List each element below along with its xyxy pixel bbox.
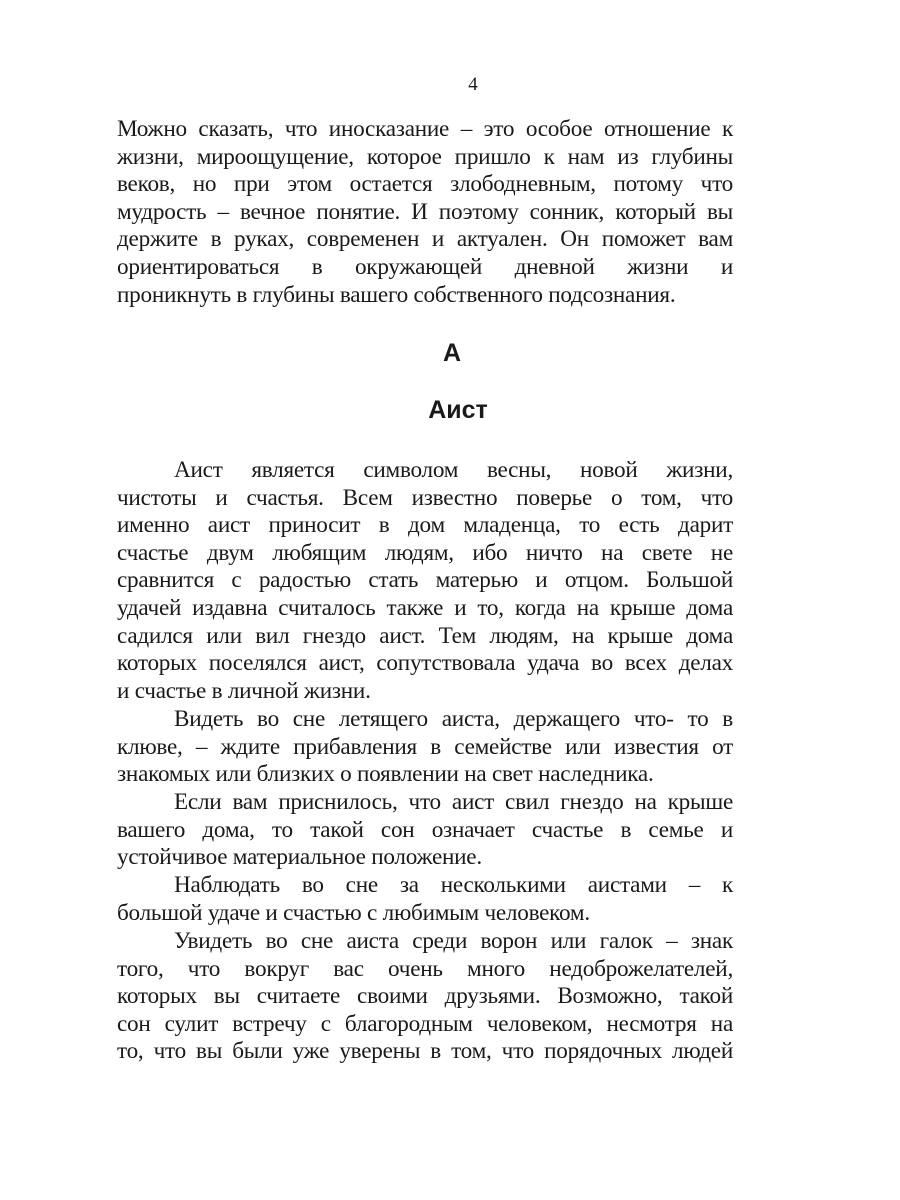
text-line: чистоты и счастья. Всем известно поверье о том, что (117, 484, 733, 511)
entry-title: Аист (428, 396, 488, 424)
text-line: клюве, – ждите прибавления в семействе или известия от (117, 733, 733, 760)
text-line: проникнуть в глубины вашего собственного подсознания. (117, 281, 676, 308)
entry-paragraph-2 (117, 706, 733, 789)
text-line: мудрость – вечное понятие. И поэтому сонник, который вы (117, 198, 733, 225)
text-line: сон сулит встречу с благородным человеком, несмотря на (117, 1010, 733, 1037)
text-line: вашего дома, то такой сон означает счастье в семье и (117, 816, 733, 843)
text-line: ориентироваться в окружающей дневной жизни и (117, 253, 733, 280)
text-line: знакомых или близких о появлении на свет наследника. (117, 761, 654, 788)
section-letter: А (442, 339, 462, 367)
section-letter-heading (0, 338, 900, 368)
text-line: счастье двум любящим людям, ибо ничто на свете не (117, 539, 733, 566)
text-line: сравнится с радостью стать матерью и отцом. Большой (117, 567, 733, 594)
text-line: того, что вокруг вас очень много недоброжелателей, (117, 955, 733, 982)
entry-title-heading (0, 395, 900, 425)
text-line: веков, но при этом остается злободневным, потому что (117, 171, 733, 198)
text-line: которых поселялся аист, сопутствовала удача во всех делах (117, 650, 733, 677)
text-line: держите в руках, современен и актуален. Он поможет вам (117, 226, 733, 253)
entry-paragraph-4 (117, 872, 733, 927)
text-line: именно аист приносит в дом младенца, то есть дарит (117, 512, 733, 539)
text-line: Видеть во сне летящего аиста, держащего что- то в (174, 706, 733, 732)
text-line: Если вам приснилось, что аист свил гнездо на крыше (174, 789, 733, 815)
text-line: и счастье в личной жизни. (117, 677, 371, 704)
intro-paragraph (117, 116, 733, 309)
text-line: Наблюдать во сне за несколькими аистами – к (174, 872, 733, 898)
page-number-text: 4 (468, 74, 478, 95)
text-line: удачей издавна считалось также и то, когда на крыше дома (117, 594, 733, 621)
text-line: которых вы считаете своими друзьями. Возможно, такой (117, 983, 733, 1010)
text-line: садился или вил гнездо аист. Тем людям, на крыше дома (117, 622, 733, 649)
text-line: Аист является символом весны, новой жизни, (174, 457, 733, 483)
text-line: Можно сказать, что иносказание – это особое отношение к (117, 116, 733, 142)
text-line: Увидеть во сне аиста среди ворон или галок – знак (174, 928, 733, 954)
text-line: то, что вы были уже уверены в том, что порядочных людей (117, 1038, 733, 1065)
text-line: устойчивое материальное положение. (117, 844, 482, 871)
text-line: жизни, мироощущение, которое пришло к нам из глубины (117, 143, 733, 170)
text-line: большой удаче и счастью с любимым человеком. (117, 899, 590, 926)
entry-paragraph-1 (117, 457, 733, 705)
page-number (0, 74, 900, 96)
entry-paragraph-3 (117, 789, 733, 872)
entry-paragraph-5 (117, 928, 733, 1066)
